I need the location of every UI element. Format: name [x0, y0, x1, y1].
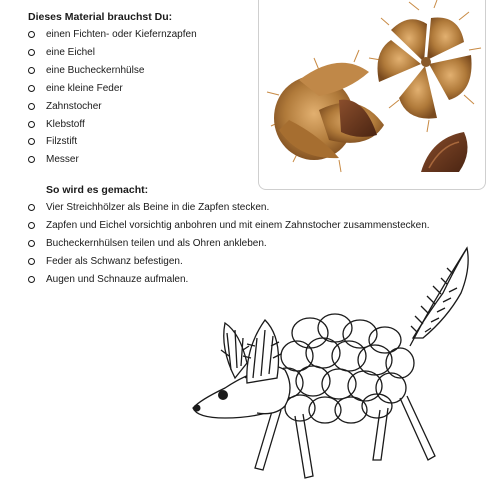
bullet-icon: [28, 258, 35, 265]
bullet-icon: [28, 204, 35, 211]
bullet-icon: [28, 240, 35, 247]
open-husk-right: [369, 0, 481, 132]
bullet-icon: [28, 85, 35, 92]
list-item: Feder als Schwanz befestigen.: [28, 253, 430, 271]
eye: [218, 390, 228, 400]
list-item: Vier Streichhölzer als Beine in die Zapfen stecken.: [28, 199, 430, 217]
beechnut-ears: [221, 320, 281, 383]
list-item: Filzstift: [28, 133, 197, 151]
bullet-icon: [28, 138, 35, 145]
list-item: eine Eichel: [28, 44, 197, 62]
materials-heading: Dieses Material brauchst Du:: [28, 11, 173, 23]
feather-tail: [410, 248, 468, 346]
pinecone-body: [271, 314, 414, 423]
nose: [194, 405, 201, 412]
pinecone-animal-illustration: [185, 238, 475, 488]
list-item: einen Fichten- oder Kiefernzapfen: [28, 26, 197, 44]
list-item: Messer: [28, 151, 197, 169]
beechnut-husks-image: [259, 0, 485, 189]
list-item: eine Bucheckernhülse: [28, 62, 197, 80]
list-item: Zapfen und Eichel vorsichtig anbohren und mit einem Zahnstocher zusammenstecken.: [28, 217, 430, 235]
bullet-icon: [28, 222, 35, 229]
open-husk-left: [267, 50, 384, 172]
beechnut-photo: [258, 0, 486, 190]
list-item: Augen und Schnauze aufmalen.: [28, 271, 430, 289]
instructions-heading: So wird es gemacht:: [46, 184, 149, 196]
materials-list: [28, 26, 197, 169]
bullet-icon: [28, 276, 35, 283]
bullet-icon: [28, 103, 35, 110]
bullet-icon: [28, 31, 35, 38]
list-item: Zahnstocher: [28, 98, 197, 116]
list-item: Klebstoff: [28, 116, 197, 134]
bullet-icon: [28, 156, 35, 163]
bullet-icon: [28, 121, 35, 128]
bullet-icon: [28, 49, 35, 56]
list-item: eine kleine Feder: [28, 80, 197, 98]
list-item: Bucheckernhülsen teilen und als Ohren ankleben.: [28, 235, 430, 253]
bullet-icon: [28, 67, 35, 74]
loose-nut: [421, 132, 468, 172]
